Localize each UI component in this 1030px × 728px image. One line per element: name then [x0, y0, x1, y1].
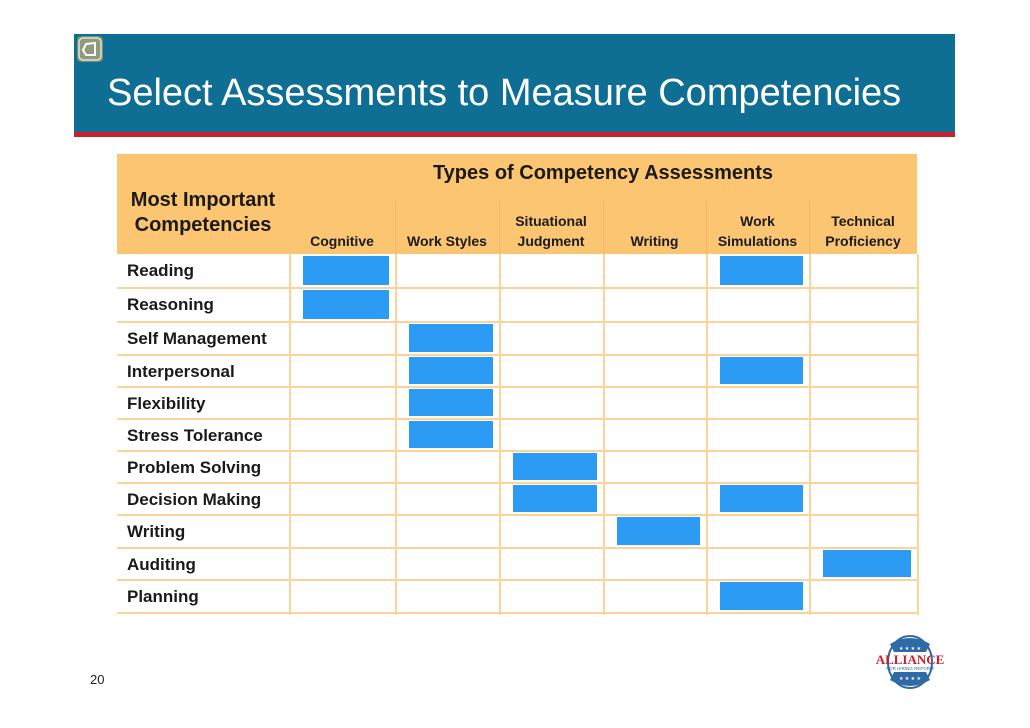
assessment-marker-cell — [409, 324, 493, 352]
competency-row-label: Writing — [127, 522, 186, 541]
assessment-marker-cell — [303, 290, 389, 319]
competency-row-label: Auditing — [127, 555, 196, 574]
competency-row-label: Flexibility — [127, 394, 206, 413]
assessment-types-header: Types of Competency Assessments — [432, 162, 774, 184]
assessment-marker-cell — [823, 550, 911, 577]
slide-title: Select Assessments to Measure Competencies — [107, 72, 902, 114]
column-header: Technical Proficiency — [825, 213, 901, 249]
column-gridline — [289, 254, 291, 615]
row-gridline — [117, 482, 918, 484]
row-gridline — [117, 418, 918, 420]
svg-text:★ ★ ★ ★: ★ ★ ★ ★ — [898, 676, 922, 682]
row-gridline — [117, 287, 918, 289]
competency-assessment-table — [117, 154, 918, 615]
assessment-marker-cell — [303, 256, 389, 285]
competency-row-label: Stress Tolerance — [127, 426, 263, 445]
assessment-marker-cell — [720, 357, 803, 384]
row-gridline — [117, 354, 918, 356]
row-gridline — [117, 547, 918, 549]
competency-row-label: Reading — [127, 261, 195, 280]
competency-row-label: Decision Making — [127, 490, 262, 509]
row-gridline — [117, 386, 918, 388]
column-header: Writing — [630, 233, 679, 249]
title-underline — [74, 132, 955, 137]
column-header: Cognitive — [310, 233, 374, 249]
assessment-marker-cell — [409, 389, 493, 416]
column-gridline — [706, 254, 708, 615]
column-header: Situational Judgment — [515, 213, 587, 249]
svg-text:ALLIANCE: ALLIANCE — [875, 652, 945, 667]
column-gridline — [917, 254, 919, 615]
slide-corner-icon — [77, 36, 103, 62]
row-gridline — [117, 612, 918, 614]
svg-text:FOR HIRING REFORM: FOR HIRING REFORM — [886, 666, 934, 671]
competencies-header: Most Important Competencies — [130, 189, 276, 236]
competency-row-label: Problem Solving — [127, 458, 262, 477]
page-number: 20 — [90, 672, 105, 687]
assessment-marker-cell — [720, 582, 803, 610]
row-gridline — [117, 579, 918, 581]
competency-row-label: Reasoning — [127, 295, 214, 314]
assessment-marker-cell — [617, 517, 700, 545]
column-header: Work Simulations — [717, 213, 798, 249]
row-gridline — [117, 321, 918, 323]
column-gridline — [395, 254, 397, 615]
column-gridline — [603, 254, 605, 615]
row-gridline — [117, 514, 918, 516]
column-gridline — [499, 254, 501, 615]
competency-row-label: Planning — [127, 587, 199, 606]
competency-row-label: Interpersonal — [127, 362, 235, 381]
column-gridline — [809, 254, 811, 615]
competency-row-label: Self Management — [127, 329, 267, 348]
alliance-logo — [870, 634, 950, 690]
assessment-marker-cell — [513, 485, 597, 512]
assessment-marker-cell — [513, 453, 597, 480]
assessment-marker-cell — [409, 357, 493, 384]
column-header: Work Styles — [407, 233, 487, 249]
assessment-marker-cell — [720, 485, 803, 512]
row-gridline — [117, 450, 918, 452]
assessment-marker-cell — [409, 421, 493, 448]
assessment-marker-cell — [720, 256, 803, 285]
svg-text:★ ★ ★ ★: ★ ★ ★ ★ — [898, 646, 922, 652]
